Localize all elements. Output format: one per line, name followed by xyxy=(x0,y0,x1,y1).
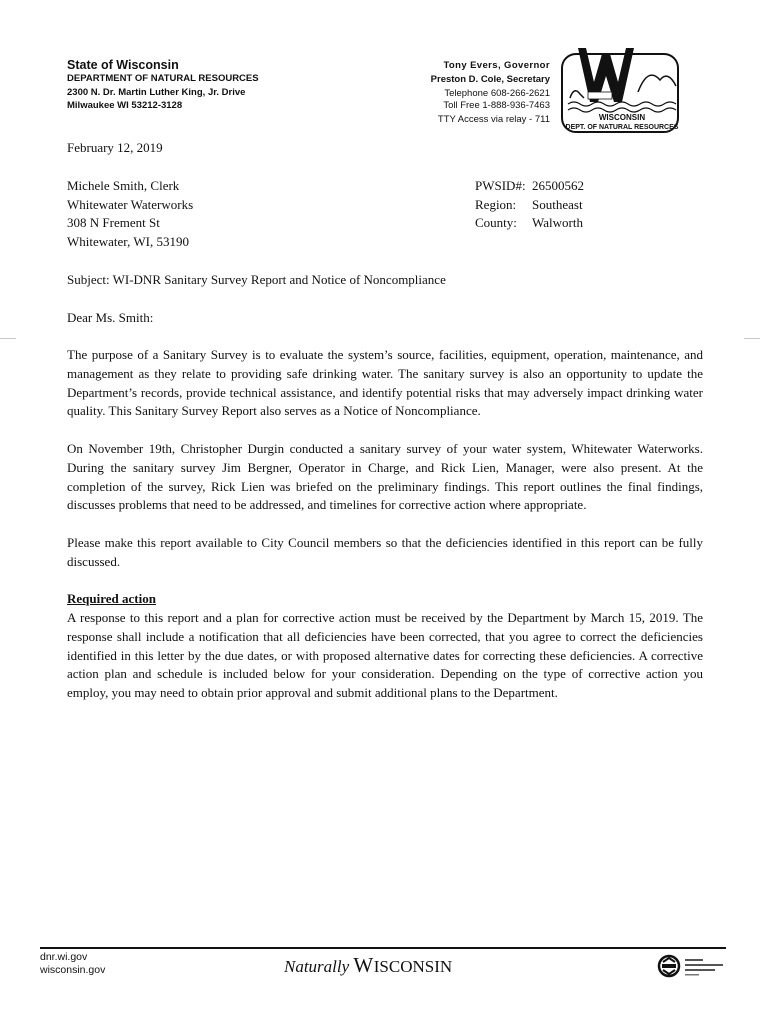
wisconsin-initial: W xyxy=(353,953,374,977)
region-label: Region: xyxy=(475,196,517,212)
paragraph-purpose: The purpose of a Sanitary Survey is to evaluate the system’s source, facilities, equipment, operation, maintenance, and management as they relate to providing safe drinking water. The sanitary survey is also an opportunity to update the Department’s records, provide technical assistance, and identify potential risks that may adversely impact drinking water quality. This Sanitary Survey Report also serves as a Notice of Noncompliance. xyxy=(67,347,703,419)
county-label: County: xyxy=(475,215,517,231)
system-identifiers xyxy=(475,177,584,233)
toll-free: Toll Free 1-888-936-7463 xyxy=(443,100,550,111)
footer-divider xyxy=(40,947,726,949)
margin-mark-right xyxy=(744,338,760,339)
letter-subject: Subject: WI-DNR Sanitary Survey Report and Notice of Noncompliance xyxy=(67,272,446,287)
county-value: Walworth xyxy=(532,215,583,231)
logo-dept-text: DEPT. OF NATURAL RESOURCES xyxy=(565,124,679,131)
governor-name: Tony Evers, Governor xyxy=(443,60,550,71)
department-city: Milwaukee WI 53212-3128 xyxy=(67,100,183,111)
paragraph-required-action: A response to this report and a plan for corrective action must be received by the Department by March 15, 2019. The response shall include a notification that all deficiencies have been corrected, that you agree to correct the deficiencies identified in this letter by the due dates, or with proposed alternative dates for correcting these deficiencies. A corrective action plan and schedule is included below for your consideration. Depending on the type of corrective action you employ, you may need to obtain prior approval and submit additional plans to the Department. xyxy=(67,610,703,701)
recipient-line: Michele Smith, Clerk xyxy=(67,178,180,193)
paragraph-council: Please make this report available to City Council members so that the deficiencies identified in this report can be fully discussed. xyxy=(67,535,703,569)
naturally-wisconsin-logo xyxy=(284,953,452,978)
tty-access: TTY Access via relay - 711 xyxy=(437,114,550,125)
state-title: State of Wisconsin xyxy=(67,58,179,72)
salutation: Dear Ms. Smith: xyxy=(67,310,154,325)
recipient-line: Whitewater Waterworks xyxy=(67,196,194,212)
region-value: Southeast xyxy=(532,196,583,212)
logo-wisconsin-text: WISCONSIN xyxy=(598,113,646,122)
department-street: 2300 N. Dr. Martin Luther King, Jr. Drive xyxy=(67,87,246,98)
recipient-line: 308 N Frement St xyxy=(67,215,160,231)
dnr-logo-icon xyxy=(560,40,680,134)
letter-date: February 12, 2019 xyxy=(67,140,163,155)
department-name: DEPARTMENT OF NATURAL RESOURCES xyxy=(67,73,259,84)
naturally-text: Naturally xyxy=(284,957,350,976)
recipient-line: Whitewater, WI, 53190 xyxy=(67,233,189,249)
pwsid-value: 26500562 xyxy=(532,178,584,193)
required-action-heading: Required action xyxy=(67,591,156,606)
footer-link-wisconsin[interactable]: wisconsin.gov xyxy=(40,964,106,976)
recipient-address xyxy=(67,177,193,251)
paragraph-survey: On November 19th, Christopher Durgin conducted a sanitary survey of your water system, Whitewater Waterworks. During the sanitary survey Jim Bergner, Operator in Charge, and Rick Lien, Manager, were also present. At the completion of the survey, Rick Lien was briefed on the preliminary findings. This report outlines the final findings, discusses problems that need to be addressed, and timelines for corrective action where appropriate. xyxy=(67,441,703,513)
wisconsin-rest: ISCONSIN xyxy=(373,957,453,976)
footer-link-dnr[interactable]: dnr.wi.gov xyxy=(40,951,88,963)
margin-mark-left xyxy=(0,338,16,339)
telephone: Telephone 608-266-2621 xyxy=(444,88,550,99)
secretary-name: Preston D. Cole, Secretary xyxy=(430,74,550,85)
pwsid-label: PWSID#: xyxy=(475,178,526,193)
recycled-paper-icon xyxy=(657,953,729,979)
